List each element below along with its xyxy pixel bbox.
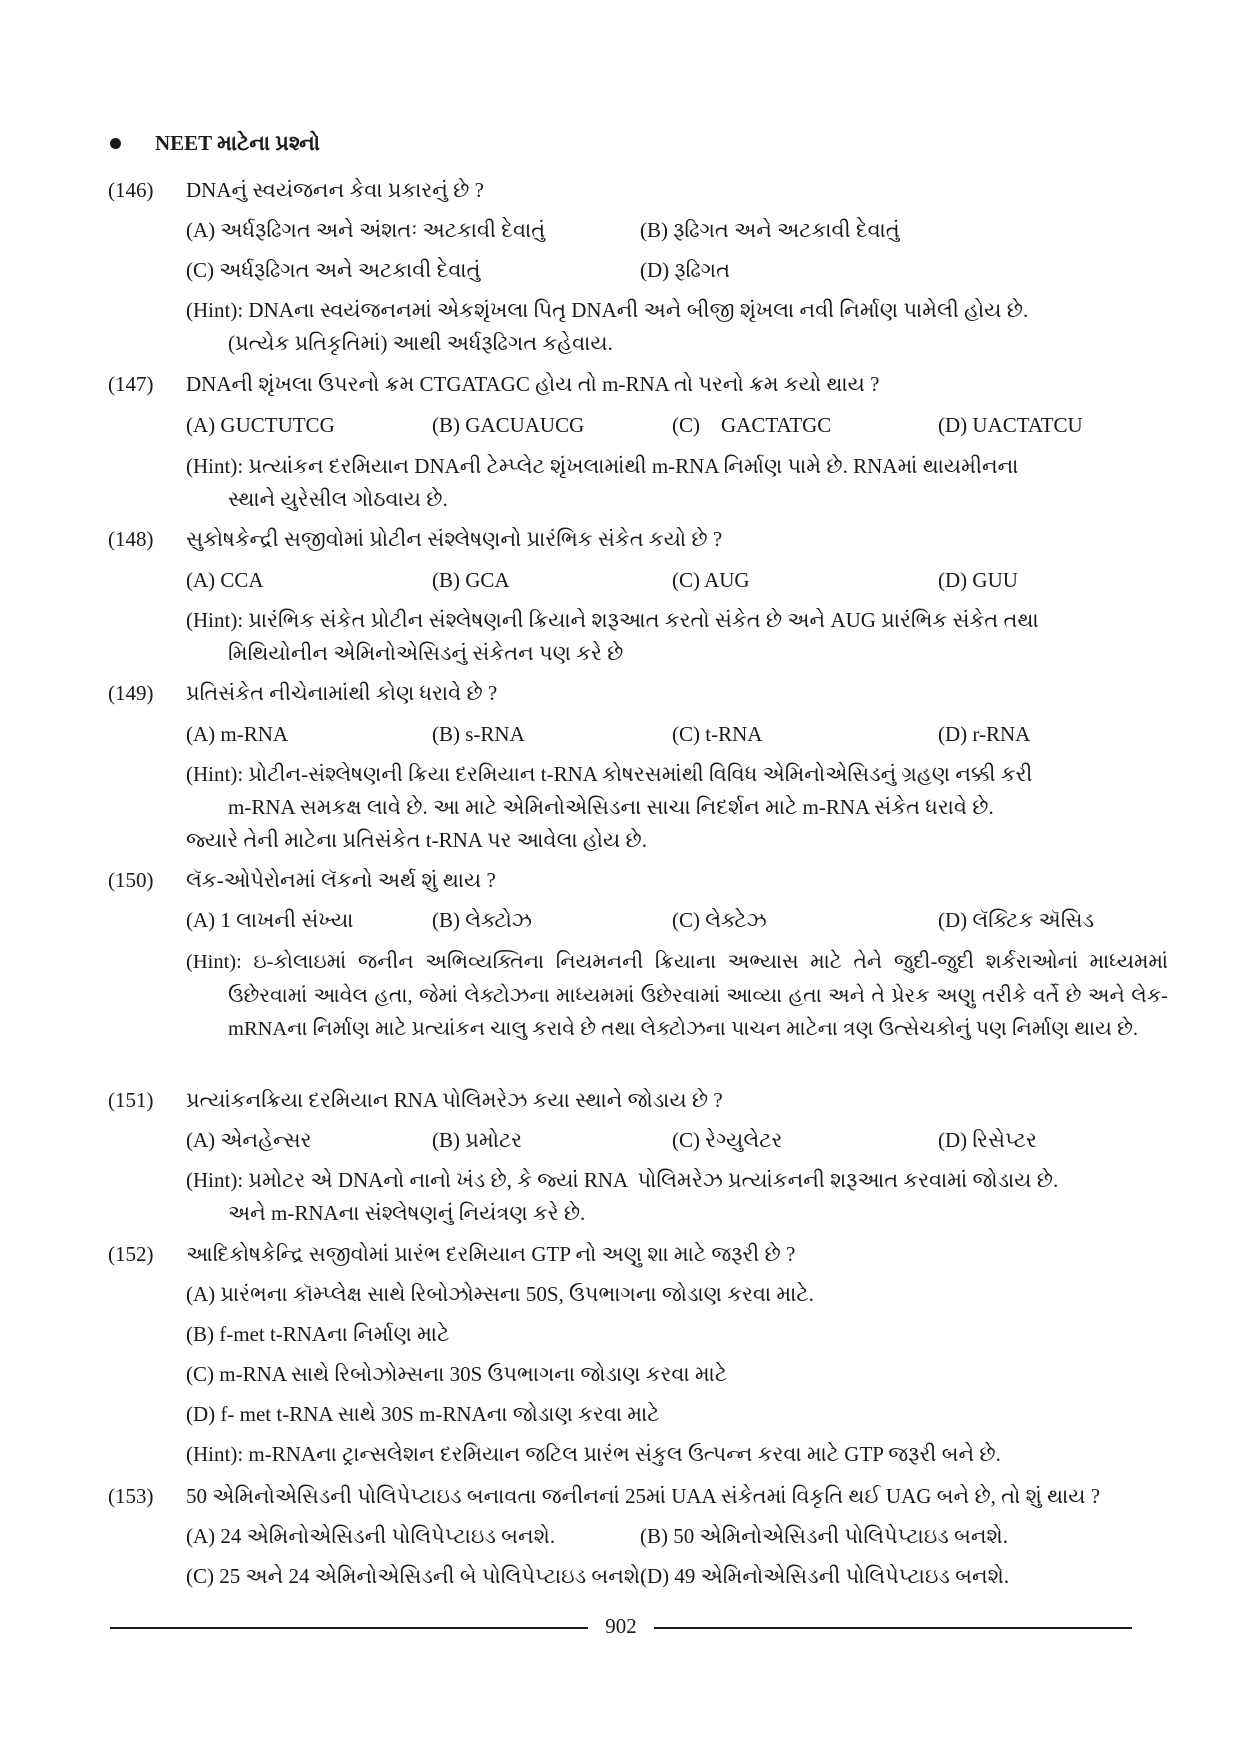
- option-a: (A) 24 એમિનોએસિડની પોલિપેપ્ટાઇડ બનશે.: [186, 1524, 556, 1548]
- hint-line: m-RNA સમકક્ષ લાવે છે. આ માટે એમિનોએસિડના સાચા નિદર્શન માટે m-RNA સંકેત ધરાવે છે.: [228, 795, 994, 819]
- question-text: DNAનું સ્વયંજનન કેવા પ્રકારનું છે ?: [186, 178, 484, 202]
- question-number: (147): [108, 372, 154, 396]
- hint-line: (Hint): પ્રોટીન-સંશ્લેષણની ક્રિયા દરમિયાન t-RNA કોષરસમાંથી વિવિધ એમિનોએસિડનું ગ્રહણ નક્કી કરી: [186, 762, 1033, 786]
- footer-divider-right: [654, 1627, 1132, 1629]
- question-number: (153): [108, 1484, 154, 1508]
- option-c: (C) AUG: [672, 568, 750, 592]
- option-b: (B) f-met t-RNAના નિર્માણ માટે: [186, 1322, 450, 1346]
- option-a: (A) અર્ધરૂઢિગત અને અંશતઃ અટકાવી દેવાતું: [186, 218, 546, 242]
- option-d: (D) UACTATCU: [938, 413, 1083, 437]
- question-text: સુકોષકેન્દ્રી સજીવોમાં પ્રોટીન સંશ્લેષણનો પ્રારંભિક સંકેત કયો છે ?: [186, 527, 723, 551]
- question-number: (152): [108, 1242, 154, 1266]
- question-text: પ્રતિસંકેત નીચેનામાંથી કોણ ધરાવે છે ?: [186, 681, 498, 705]
- option-a: (A) પ્રારંભના કૉમ્પ્લેક્ષ સાથે રિબોઝોમ્સના 50S, ઉપભાગના જોડાણ કરવા માટે.: [186, 1282, 814, 1306]
- option-c: (C) લેક્ટેઝ: [672, 908, 767, 932]
- hint-line: (Hint): પ્રત્યાંકન દરમિયાન DNAની ટેમ્પ્લેટ શૃંખલામાંથી m-RNA નિર્માણ પામે છે. RNAમાં થાયમીનના: [186, 454, 1019, 478]
- option-b: (B) GACUAUCG: [432, 413, 585, 437]
- option-b: (B) લેક્ટોઝ: [432, 908, 532, 932]
- hint-line: (Hint): DNAના સ્વયંજનનમાં એકશૃંખલા પિતૃ DNAની અને બીજી શૃંખલા નવી નિર્માણ પામેલી હોય છે.: [186, 298, 1029, 322]
- option-d: (D) રૂઢિગત: [640, 258, 731, 282]
- hint-line: (Hint): પ્રમોટર એ DNAનો નાનો ખંડ છે, કે જ્યાં RNA પોલિમરેઝ પ્રત્યાંકનની શરૂઆત કરવામાં જોડાય છે.: [186, 1168, 1059, 1192]
- hint-line: સ્થાને યુરેસીલ ગોઠવાય છે.: [228, 487, 448, 511]
- section-heading-text: NEET માટેના પ્રશ્નો: [155, 131, 321, 155]
- hint-line: (Hint): m-RNAના ટ્રાન્સલેશન દરમિયાન જટિલ પ્રારંભ સંકુલ ઉત્પન્ન કરવા માટે GTP જરૂરી બને છે.: [186, 1442, 1001, 1466]
- question-number: (148): [108, 527, 154, 551]
- question-text: 50 એમિનોએસિડની પોલિપેપ્ટાઇડ બનાવતા જનીનનાં 25માં UAA સંકેતમાં વિકૃતિ થઈ UAG બને છે, તો શું થાય ?: [186, 1484, 1101, 1508]
- section-heading: [110, 131, 320, 156]
- option-d: (D) રિસેપ્ટર: [938, 1128, 1037, 1152]
- option-a: (A) 1 લાખની સંખ્યા: [186, 908, 354, 932]
- hint-line: અને m-RNAના સંશ્લેષણનું નિયંત્રણ કરે છે.: [228, 1201, 586, 1225]
- hint-paragraph: (Hint): ઇ-કોલાઇમાં જનીન અભિવ્યક્તિના નિયમનની ક્રિયાના અભ્યાસ માટે તેને જુદી-જુદી શર્કરાઓનાં માધ્યમમાં ઉછેરવામાં આવેલ હતા, જેમાં લેક્ટોઝના માધ્યમમાં ઉછેરવામાં આવ્યા હતા અને તે પ્રેરક અણુ તરીકે વર્તે છે અને લેક-mRNAના નિર્માણ માટે પ્રત્યાંકન ચાલુ કરાવે છે તથા લેક્ટોઝના પાચન માટેના ત્રણ ઉત્સેચકોનું પણ નિર્માણ થાય છે.: [186, 951, 1168, 1040]
- question-number: (149): [108, 681, 154, 705]
- hint-line: (પ્રત્યેક પ્રતિકૃતિમાં) આથી અર્ધરૂઢિગત કહેવાય.: [228, 331, 613, 355]
- hint-line: (Hint): પ્રારંભિક સંકેત પ્રોટીન સંશ્લેષણની ક્રિયાને શરૂઆત કરતો સંકેત છે અને AUG પ્રારંભિક સંકેત તથા: [186, 608, 1039, 632]
- option-c: (C) રેગ્યુલેટર: [672, 1128, 783, 1152]
- hint-line: મિથિયોનીન એમિનોએસિડનું સંકેતન પણ કરે છે: [228, 641, 624, 665]
- option-c: (C) GACTATGC: [672, 413, 832, 437]
- hint-line: જ્યારે તેની માટેના પ્રતિસંકેત t-RNA પર આવેલા હોય છે.: [186, 828, 647, 852]
- option-c: (C) m-RNA સાથે રિબોઝોમ્સના 30S ઉપભાગના જોડાણ કરવા માટે: [186, 1362, 728, 1386]
- option-c: (C) t-RNA: [672, 722, 763, 746]
- question-number: (150): [108, 868, 154, 892]
- page-number: 902: [605, 1614, 637, 1638]
- option-d: (D) GUU: [938, 568, 1018, 592]
- option-d: (D) r-RNA: [938, 722, 1031, 746]
- question-text: લૅક-ઓપેરોનમાં લૅકનો અર્થ શું થાય ?: [186, 868, 496, 892]
- option-b: (B) રૂઢિગત અને અટકાવી દેવાતું: [640, 218, 900, 242]
- option-d: (D) 49 એમિનોએસિડની પોલિપેપ્ટાઇડ બનશે.: [640, 1564, 1010, 1588]
- question-number: (151): [108, 1088, 154, 1112]
- option-c: (C) 25 અને 24 એમિનોએસિડની બે પોલિપેપ્ટાઇડ બનશે.: [186, 1564, 646, 1588]
- option-d: (D) લૅક્ટિક ઍસિડ: [938, 908, 1094, 932]
- question-number: (146): [108, 178, 154, 202]
- footer-divider-left: [110, 1627, 588, 1629]
- option-a: (A) એનહેન્સર: [186, 1128, 312, 1152]
- option-c: (C) અર્ધરૂઢિગત અને અટકાવી દેવાતું: [186, 258, 481, 282]
- option-b: (B) GCA: [432, 568, 510, 592]
- option-a: (A) CCA: [186, 568, 264, 592]
- option-b: (B) s-RNA: [432, 722, 525, 746]
- option-d: (D) f- met t-RNA સાથે 30S m-RNAના જોડાણ કરવા માટે: [186, 1402, 660, 1426]
- option-b: (B) પ્રમોટર: [432, 1128, 523, 1152]
- question-text: પ્રત્યાંકનક્રિયા દરમિયાન RNA પોલિમરેઝ કયા સ્થાને જોડાય છે ?: [186, 1088, 723, 1112]
- option-b: (B) 50 એમિનોએસિડની પોલિપેપ્ટાઇડ બનશે.: [640, 1524, 1008, 1548]
- option-a: (A) m-RNA: [186, 722, 289, 746]
- bullet-icon: [110, 138, 121, 149]
- question-text: આદિકોષકેન્દ્રિ સજીવોમાં પ્રારંભ દરમિયાન GTP નો અણુ શા માટે જરૂરી છે ?: [186, 1242, 796, 1266]
- question-text: DNAની શૃંખલા ઉપરનો ક્રમ CTGATAGC હોય તો m-RNA તો પરનો ક્રમ કયો થાય ?: [186, 372, 880, 396]
- option-a: (A) GUCTUTCG: [186, 413, 335, 437]
